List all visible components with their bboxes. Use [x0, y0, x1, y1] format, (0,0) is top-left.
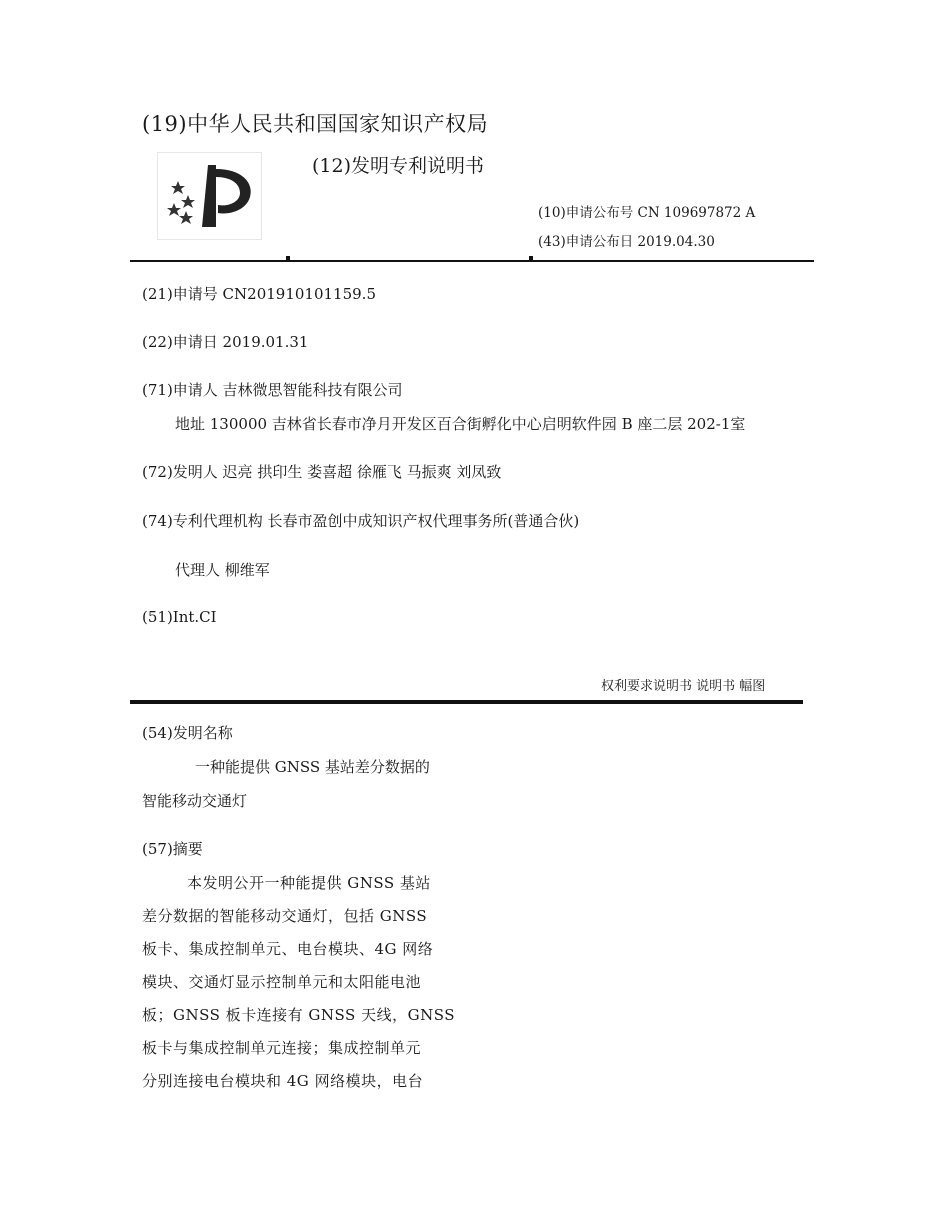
- abstract-line: 本发明公开一种能提供 GNSS 基站: [187, 874, 431, 892]
- applicant: (71)申请人 吉林微思智能科技有限公司: [142, 381, 403, 399]
- abstract-line: 差分数据的智能移动交通灯，包括 GNSS: [142, 907, 428, 925]
- abstract-line: 板；GNSS 板卡连接有 GNSS 天线，GNSS: [142, 1006, 455, 1024]
- header-divider: [130, 260, 814, 262]
- star-icon: [181, 195, 195, 208]
- abstract-line: 板卡、集成控制单元、电台模块、4G 网络: [142, 940, 434, 958]
- abstract-line: 分别连接电台模块和 4G 网络模块，电台: [142, 1072, 424, 1090]
- invention-title-line: 智能移动交通灯: [142, 792, 248, 810]
- invention-title-line: 一种能提供 GNSS 基站差分数据的: [195, 758, 430, 776]
- applicant-address: 地址 130000 吉林省长春市净月开发区百合街孵化中心启明软件园 B 座二层 202-1室: [175, 415, 746, 433]
- abstract-line: 板卡与集成控制单元连接；集成控制单元: [142, 1039, 422, 1057]
- section-links[interactable]: 权利要求说明书 说明书 幅图: [601, 679, 766, 694]
- document-type: (12)发明专利说明书: [312, 155, 485, 177]
- cnipa-logo-icon: [157, 152, 262, 240]
- abstract-line: 模块、交通灯显示控制单元和太阳能电池: [142, 973, 422, 991]
- divider-tick: [286, 256, 290, 262]
- divider-tick: [529, 256, 533, 262]
- issuing-office: (19)中华人民共和国国家知识产权局: [142, 112, 489, 136]
- patent-agent: 代理人 柳维军: [175, 561, 270, 579]
- abstract-heading: (57)摘要: [142, 840, 203, 858]
- invention-title-heading: (54)发明名称: [142, 724, 233, 742]
- star-icon: [171, 181, 185, 194]
- publication-number: (10)申请公布号 CN 109697872 A: [538, 205, 756, 221]
- application-number: (21)申请号 CN201910101159.5: [142, 285, 376, 303]
- application-date: (22)申请日 2019.01.31: [142, 333, 309, 351]
- star-icon: [167, 203, 181, 216]
- inventors: (72)发明人 迟亮 拱印生 娄喜超 徐雁飞 马振爽 刘凤致: [142, 463, 502, 481]
- star-icon: [179, 211, 193, 224]
- section-divider: [130, 700, 803, 704]
- international-classification: (51)Int.CI: [142, 608, 217, 626]
- patent-agency: (74)专利代理机构 长春市盈创中成知识产权代理事务所(普通合伙): [142, 512, 580, 530]
- publication-date: (43)申请公布日 2019.04.30: [538, 234, 715, 250]
